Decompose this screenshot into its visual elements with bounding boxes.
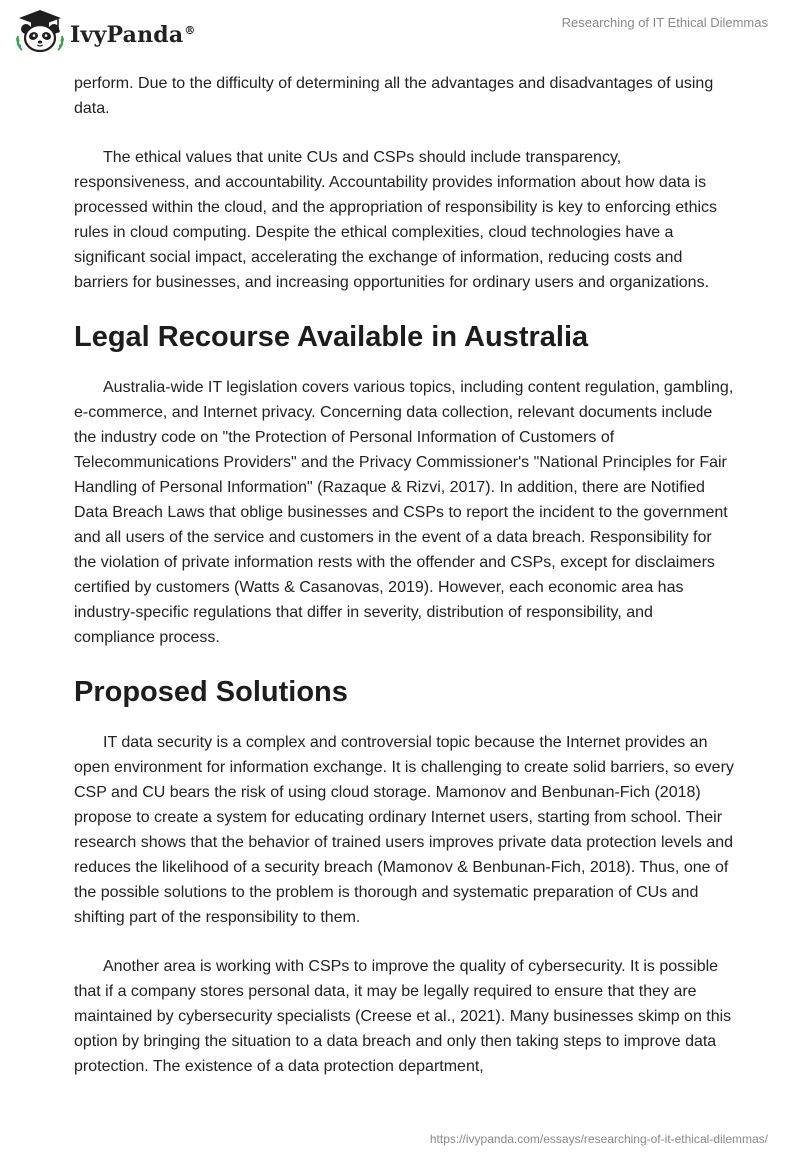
logo-wordmark: IvyPanda® xyxy=(70,22,196,48)
paragraph-cybersecurity: Another area is working with CSPs to improve the quality of cybersecurity. It is possible that if a company stores personal data, it may be legally required to ensure that they are maintained by cybersecurity specialists (Creese et al., 2021). Many businesses skimp on this option by bringing the situation to a data breach and only then taking steps to improve data protection. The existence of a data protection department, xyxy=(74,958,732,1075)
paragraph-continued: perform. Due to the difficulty of determining all the advantages and disadvantages of using data. xyxy=(74,75,714,117)
source-url-link[interactable]: https://ivypanda.com/essays/researching-of-it-ethical-dilemmas/ xyxy=(429,1132,768,1146)
panda-graduate-icon xyxy=(14,8,66,54)
paragraph-australia-legislation: Australia-wide IT legislation covers various topics, including content regulation, gambling, e-commerce, and Internet privacy. Concerning data collection, relevant documents include the industry code on "the Protection of Personal Information of Customers of Telecommunications Providers" and the Privacy Commissioner's "National Principles for Fair Handling of Personal Information" (Razaque & Rizvi, 2017). In addition, there are Notified Data Breach Laws that oblige businesses and CSPs to report the incident to the government and all users of the service and customers in the event of a data breach. Responsibility for the violation of private information rests with the offender and CSPs, except for disclaimers certified by customers (Watts & Casanovas, 2019). However, each economic area has industry-specific regulations that differ in severity, distribution of responsibility, and compliance process. xyxy=(74,379,734,646)
heading-legal-recourse: Legal Recourse Available in Australia xyxy=(74,321,589,353)
paragraph-data-security: IT data security is a complex and controversial topic because the Internet provides an open environment for information exchange. It is challenging to create solid barriers, so every CSP and CU bears the risk of using cloud storage. Mamonov and Benbunan-Fich (2018) propose to create a system for educating ordinary Internet users, starting from school. Their research shows that the behavior of trained users improves private data protection levels and reduces the likelihood of a security breach (Mamonov & Benbunan-Fich, 2018). Thus, one of the possible solutions to the problem is thorough and systematic preparation of CUs and shifting part of the responsibility to them. xyxy=(74,734,734,926)
heading-proposed-solutions: Proposed Solutions xyxy=(74,676,348,708)
document-title: Researching of IT Ethical Dilemmas xyxy=(561,15,768,30)
ivypanda-logo[interactable] xyxy=(14,8,196,54)
page-header xyxy=(0,0,800,64)
essay-body xyxy=(74,71,734,1103)
paragraph-ethical-values: The ethical values that unite CUs and CSPs should include transparency, responsiveness, and accountability. Accountability provides information about how data is processed within the cloud, and the appropriation of responsibility is key to enforcing ethics rules in cloud computing. Despite the ethical complexities, cloud technologies have a significant social impact, accelerating the exchange of information, reducing costs and barriers for businesses, and increasing opportunities for ordinary users and organizations. xyxy=(74,149,718,291)
registered-mark: ® xyxy=(184,23,196,37)
